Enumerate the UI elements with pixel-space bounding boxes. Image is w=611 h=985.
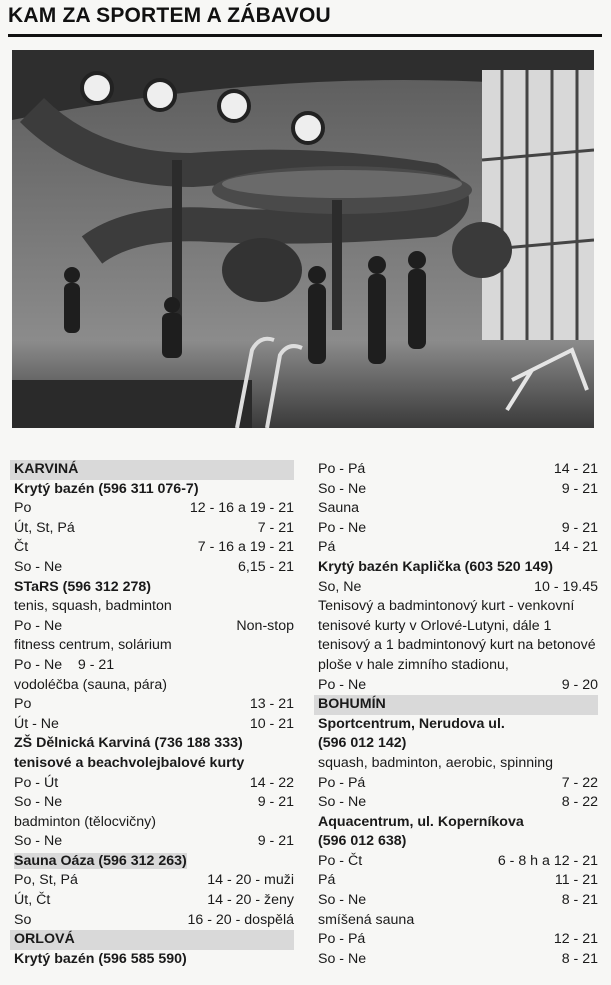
fitness-label: fitness centrum, solárium [14,637,172,654]
schedule-row: Út, St, Pá 7 - 21 [14,519,294,536]
fitness-row: Po - Ne 9 - 21 [14,656,115,673]
venue-kryty-bazen: Krytý bazén (596 311 076-7) [14,480,199,497]
venue-stars: STaRS (596 312 278) [14,578,151,595]
schedule-row: Út - Ne 10 - 21 [14,715,294,732]
schedule-row: Pá 14 - 21 [318,539,598,556]
vodolecba-label: vodoléčba (sauna, pára) [14,676,168,693]
schedule-row: So - Ne 8 - 21 [318,892,598,909]
page-title: KAM ZA SPORTEM A ZÁBAVOU [8,4,331,27]
schedule-row: Pá 11 - 21 [318,872,598,889]
sauna-label: Sauna [318,500,360,517]
schedule-row: So 16 - 20 - dospělá [14,911,294,928]
venue-sportcentrum-tel: (596 012 142) [318,735,407,752]
schedule-row: Po - Út 14 - 22 [14,774,294,791]
schedule-row: Po 12 - 16 a 19 - 21 [14,500,294,517]
schedule-row: So - Ne 9 - 21 [14,794,294,811]
venue-orlova-bazen: Krytý bazén (596 585 590) [14,950,187,967]
schedule-row: So, Ne 10 - 19.45 [318,578,598,595]
section-bohumin: BOHUMÍN [314,695,598,715]
venue-sportcentrum: Sportcentrum, Nerudova ul. [318,715,505,732]
sportcentrum-sub: squash, badminton, aerobic, spinning [318,754,554,771]
venue-aquacentrum-tel: (596 012 638) [318,833,407,850]
venue-zs-delnicka: ZŠ Dělnická Karviná (736 188 333) tenisové a beachvolejbalové kurty [14,735,245,771]
right-column [318,460,598,969]
section-orlova: ORLOVÁ [10,930,294,950]
tenis-description: Tenisový a badmintonový kurt - venkovní tenisové kurty v Orlové-Lutyni, dále 1 tenisový a 1 badmintonový kurt na betonové ploše v hale zimního stadionu, [318,598,596,673]
venue-kaplicka: Krytý bazén Kaplička (603 520 149) [318,558,554,575]
schedule-row: Po 13 - 21 [14,696,294,713]
venue-sauna-oaza: Sauna Oáza (596 312 263) [14,852,187,869]
section-karvina: KARVINÁ [10,460,294,480]
schedule-row: So - Ne 9 - 21 [14,833,294,850]
aquapark-photo [12,50,594,428]
schedule-row: Po - Ne 9 - 20 [318,676,598,693]
venue-stars-sub: tenis, squash, badminton [14,598,172,615]
schedule-row: Po - Čt 6 - 8 h a 12 - 21 [318,852,598,869]
schedule-row: So - Ne 6,15 - 21 [14,558,294,575]
left-column [14,460,294,969]
smisena-sauna-label: smíšená sauna [318,911,415,928]
schedule-row: Po, St, Pá 14 - 20 - muži [14,872,294,889]
schedule-row: Po - Ne 9 - 21 [318,519,598,536]
schedule-row: Čt 7 - 16 a 19 - 21 [14,539,294,556]
schedule-row: Po - Pá 14 - 21 [318,461,598,477]
venue-aquacentrum: Aquacentrum, ul. Koperníkova [318,813,524,830]
schedule-row: So - Ne 8 - 21 [318,950,598,967]
schedule-row: Po - Pá 7 - 22 [318,774,598,791]
title-underline [8,34,602,37]
schedule-row: So - Ne 8 - 22 [318,794,598,811]
schedule-row: So - Ne 9 - 21 [318,480,598,497]
schedule-row: Po - Pá 12 - 21 [318,931,598,948]
badminton-label: badminton (tělocvičny) [14,813,156,830]
schedule-row: Po - Ne Non-stop [14,617,294,634]
schedule-row: Út, Čt 14 - 20 - ženy [14,892,294,909]
